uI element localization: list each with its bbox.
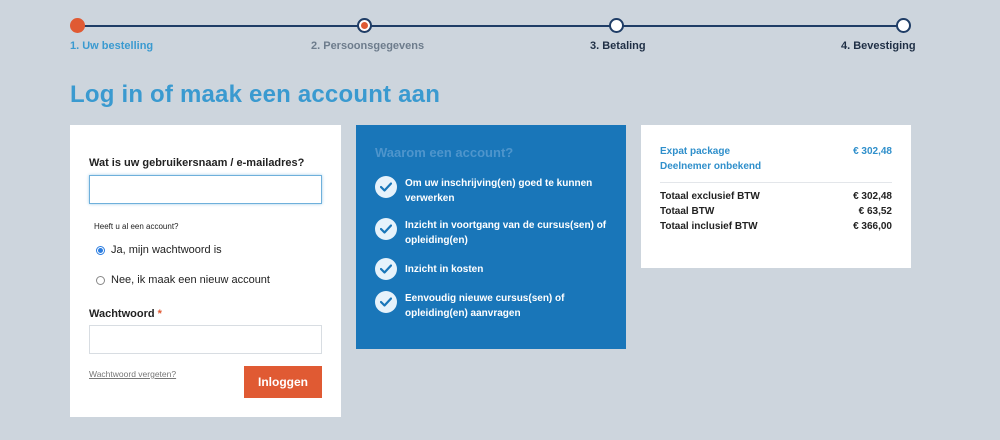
- has-account-question: Heeft u al een account?: [94, 222, 179, 231]
- password-label-text: Wachtwoord: [89, 308, 155, 320]
- radio-option-yes[interactable]: [96, 244, 222, 256]
- step-1-label[interactable]: 1. Uw bestelling: [70, 40, 154, 52]
- total-value: € 366,00: [853, 221, 892, 232]
- why-item: [375, 291, 620, 321]
- product-name: Expat package: [660, 146, 731, 157]
- check-circle-icon: [375, 218, 397, 240]
- login-button[interactable]: Inloggen: [244, 366, 322, 398]
- step-1-dot: [70, 18, 85, 33]
- step-4-label: 4. Bevestiging: [841, 40, 916, 52]
- check-circle-icon: [375, 291, 397, 313]
- forgot-password-link[interactable]: Wachtwoord vergeten?: [89, 369, 177, 379]
- radio-yes-indicator[interactable]: [96, 246, 105, 255]
- page-title: Log in of maak een account aan: [70, 81, 441, 108]
- required-mark: *: [157, 308, 162, 320]
- step-4-dot: [896, 18, 911, 33]
- why-item-text: Om uw inschrijving(en) goed te kunnen verwerken: [405, 178, 593, 204]
- radio-option-no[interactable]: [96, 274, 270, 286]
- total-value: € 302,48: [853, 191, 892, 202]
- why-item-text: Inzicht in voortgang van de cursus(sen) of opleiding(en): [405, 220, 607, 246]
- username-label: Wat is uw gebruikersnaam / e-mailadres?: [89, 157, 305, 169]
- summary-total-row: [660, 206, 892, 217]
- participant-name: Deelnemer onbekend: [660, 161, 762, 172]
- why-item: [375, 258, 620, 280]
- password-label: [89, 308, 162, 320]
- login-card: [70, 125, 341, 417]
- total-label: Totaal inclusief BTW: [660, 221, 758, 232]
- order-summary: [641, 125, 911, 268]
- total-label: Totaal exclusief BTW: [660, 191, 760, 202]
- check-circle-icon: [375, 258, 397, 280]
- why-item-text: Inzicht in kosten: [405, 264, 484, 275]
- step-3-label: 3. Betaling: [590, 40, 646, 52]
- why-account-panel: [356, 125, 626, 349]
- step-2-label: 2. Persoonsgegevens: [311, 40, 425, 52]
- why-item-text: Eenvoudig nieuwe cursus(sen) of opleiding(en) aanvragen: [405, 293, 565, 319]
- radio-no-label: Nee, ik maak een nieuw account: [111, 274, 270, 286]
- total-label: Totaal BTW: [660, 206, 715, 217]
- summary-divider: [660, 182, 892, 183]
- password-input[interactable]: [89, 325, 322, 354]
- step-2-dot: [357, 18, 372, 33]
- radio-no-indicator[interactable]: [96, 276, 105, 285]
- why-item: [375, 176, 620, 206]
- summary-product-row: [660, 146, 892, 157]
- total-value: € 63,52: [858, 206, 892, 217]
- progress-steps: [0, 0, 1000, 60]
- summary-total-row: [660, 191, 892, 202]
- summary-total-row: [660, 221, 892, 232]
- username-input[interactable]: [89, 175, 322, 204]
- progress-line: [78, 25, 904, 27]
- radio-yes-label: Ja, mijn wachtwoord is: [111, 244, 222, 256]
- step-3-dot: [609, 18, 624, 33]
- product-price: € 302,48: [853, 146, 892, 157]
- why-item: [375, 218, 620, 248]
- why-account-title: Waarom een account?: [375, 145, 514, 160]
- check-circle-icon: [375, 176, 397, 198]
- summary-participant-row: [660, 161, 892, 172]
